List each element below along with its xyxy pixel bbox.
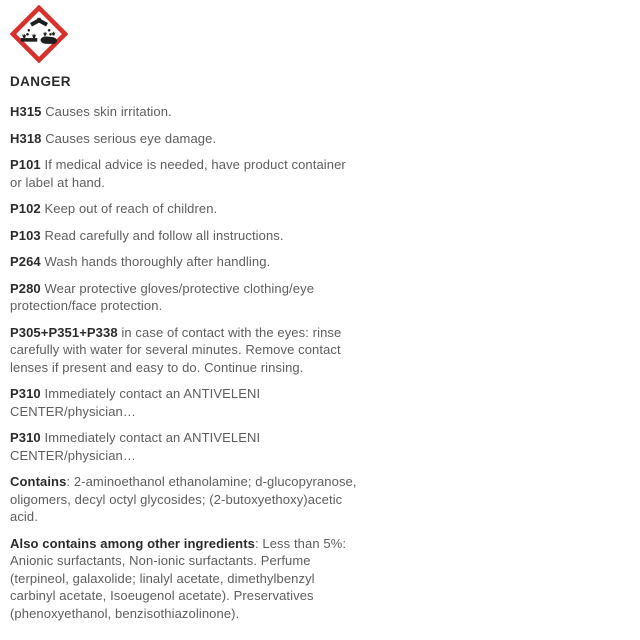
statement-code: P101 bbox=[10, 157, 41, 172]
statement bbox=[10, 156, 358, 191]
statement-text: If medical advice is needed, have product container or label at hand. bbox=[10, 157, 346, 190]
statement-text: in case of contact with the eyes: rinse carefully with water for several minutes. Remove contact lenses if present and easy to do. Continue rinsing. bbox=[10, 324, 342, 375]
statement-code: H315 bbox=[10, 104, 42, 119]
statement-text: Read carefully and follow all instructions. bbox=[40, 227, 284, 243]
statement-code: P264 bbox=[10, 254, 41, 269]
statement bbox=[10, 473, 358, 526]
statement bbox=[10, 227, 358, 245]
statement-text: Wear protective gloves/protective clothing/eye protection/face protection. bbox=[10, 280, 315, 313]
statement bbox=[10, 385, 358, 420]
statement-code: Also contains among other ingredients bbox=[10, 535, 255, 551]
statement-text: : 2-aminoethanol ethanolamine; d-glucopyranose, oligomers, decyl octyl glycosides; (2-butoxyethoxy)acetic acid. bbox=[10, 474, 357, 524]
statement-text: Causes skin irritation. bbox=[41, 104, 172, 119]
statement-text: Wash hands thoroughly after handling. bbox=[40, 254, 271, 269]
pictogram-diamond-border bbox=[13, 8, 65, 60]
ghs05-corrosive-pictogram-icon bbox=[10, 5, 68, 63]
statement bbox=[10, 429, 358, 464]
statement-text: Causes serious eye damage. bbox=[41, 130, 217, 146]
statement-code: P310 bbox=[10, 430, 41, 445]
statement-text: Immediately contact an ANTIVELENI CENTER/physician… bbox=[10, 386, 261, 419]
statement bbox=[10, 103, 358, 121]
statement bbox=[10, 253, 358, 271]
statement-text: Immediately contact an ANTIVELENI CENTER/physician… bbox=[10, 430, 261, 463]
statement-text: : Less than 5%: Anionic surfactants, Non-ionic surfactants. Perfume (terpineol, galaxolide; linalyl acetate, dimethylbenzyl carbinyl acetate, Isoeugenol acetate). Preservatives (phenoxyethanol, benzisothiazolinone). bbox=[10, 535, 347, 621]
statement-code: P280 bbox=[10, 280, 41, 296]
statement-code: P102 bbox=[10, 201, 41, 216]
label-content bbox=[10, 5, 358, 622]
statements-list bbox=[10, 103, 358, 622]
statement bbox=[10, 535, 358, 623]
statement bbox=[10, 200, 358, 218]
statement-code: P305+P351+P338 bbox=[10, 324, 118, 340]
statement-code: H318 bbox=[10, 130, 42, 146]
statement bbox=[10, 130, 358, 148]
statement bbox=[10, 324, 358, 377]
statement-code: P310 bbox=[10, 386, 41, 401]
statement-text: Keep out of reach of children. bbox=[40, 201, 218, 216]
statement-code: P103 bbox=[10, 227, 41, 243]
signal-word: DANGER bbox=[10, 74, 71, 89]
statement-code: Contains bbox=[10, 474, 67, 489]
statement bbox=[10, 280, 358, 315]
